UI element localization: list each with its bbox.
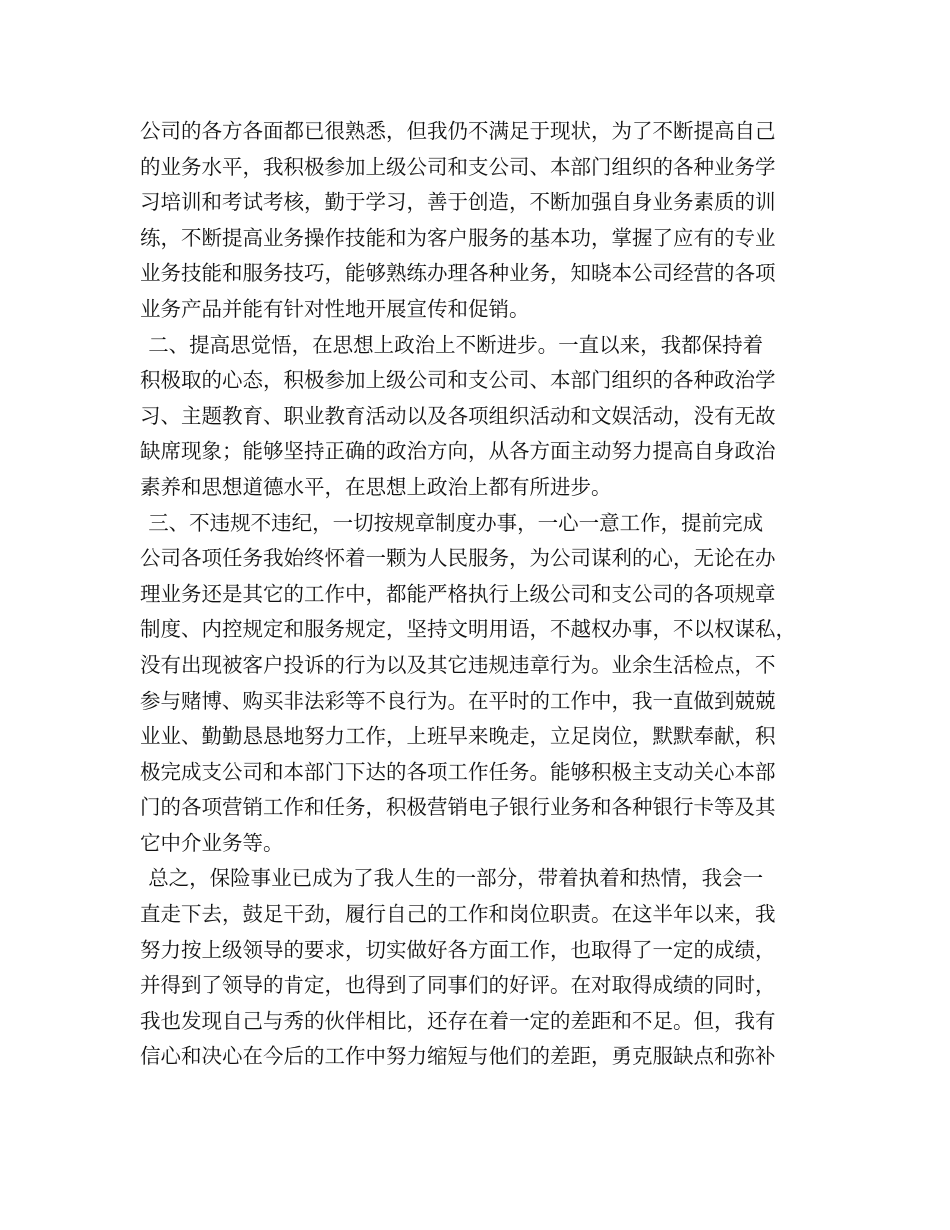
text-line: 业业、勤勤恳恳地努力工作，上班早来晚走，立足岗位，默默奉献，积 [140,724,776,749]
text-line: 三、不违规不违纪，一切按规章制度办事，一心一意工作，提前完成 [148,510,764,535]
paragraph [140,328,820,506]
paragraph [140,506,820,862]
text-line: 缺席现象；能够坚持正确的政治方向，从各方面主动努力提高自身政治 [140,439,776,464]
text-line: 理业务还是其它的工作中，都能严格执行上级公司和支公司的各项规章 [140,581,776,606]
text-line: 公司的各方各面都已很熟悉，但我仍不满足于现状，为了不断提高自己 [140,119,776,143]
text-line: 它中介业务等。 [140,830,284,855]
text-line: 我也发现自己与秀的伙伴相比，还存在着一定的差距和不足。但，我有 [140,1008,776,1033]
text-line: 门的各项营销工作和任务，积极营销电子银行业务和各种银行卡等及其 [140,795,776,820]
text-line: 制度、内控规定和服务规定，坚持文明用语，不越权办事，不以权谋私， [140,617,796,642]
text-line: 努力按上级领导的要求，切实做好各方面工作，也取得了一定的成绩， [140,937,776,962]
text-line: 积极取的心态，积极参加上级公司和支公司、本部门组织的各种政治学 [140,368,776,393]
paragraph [140,114,820,328]
text-line: 二、提高思觉悟，在思想上政治上不断进步。一直以来，我都保持着 [148,332,764,357]
text-line: 没有出现被客户投诉的行为以及其它违规违章行为。业余生活检点，不 [140,652,776,677]
paragraph [140,861,820,1075]
text-line: 习、主题教育、职业教育活动以及各项组织活动和文娱活动，没有无故 [140,403,776,428]
text-line: 业务技能和服务技巧，能够熟练办理各种业务，知晓本公司经营的各项 [140,261,776,286]
text-line: 极完成支公司和本部门下达的各项工作任务。能够积极主支动关心本部 [140,759,776,784]
text-line: 信心和决心在今后的工作中努力缩短与他们的差距，勇克服缺点和弥补 [140,1044,776,1069]
text-line: 业务产品并能有针对性地开展宣传和促销。 [140,296,530,321]
text-line: 总之，保险事业已成为了我人生的一部分，带着执着和热情，我会一 [148,866,764,891]
text-line: 并得到了领导的肯定，也得到了同事们的好评。在对取得成绩的同时， [140,973,776,998]
text-line: 直走下去，鼓足干劲，履行自己的工作和岗位职责。在这半年以来，我 [140,902,776,927]
text-line: 公司各项任务我始终怀着一颗为人民服务，为公司谋利的心，无论在办 [140,546,776,571]
text-line: 练，不断提高业务操作技能和为客户服务的基本功，掌握了应有的专业 [140,225,776,250]
text-line: 习培训和考试考核，勤于学习，善于创造，不断加强自身业务素质的训 [140,190,776,215]
text-line: 素养和思想道德水平，在思想上政治上都有所进步。 [140,474,612,499]
document-body [140,114,820,1075]
text-line: 参与赌博、购买非法彩等不良行为。在平时的工作中，我一直做到兢兢 [140,688,776,713]
text-line: 的业务水平，我积极参加上级公司和支公司、本部门组织的各种业务学 [140,154,776,179]
